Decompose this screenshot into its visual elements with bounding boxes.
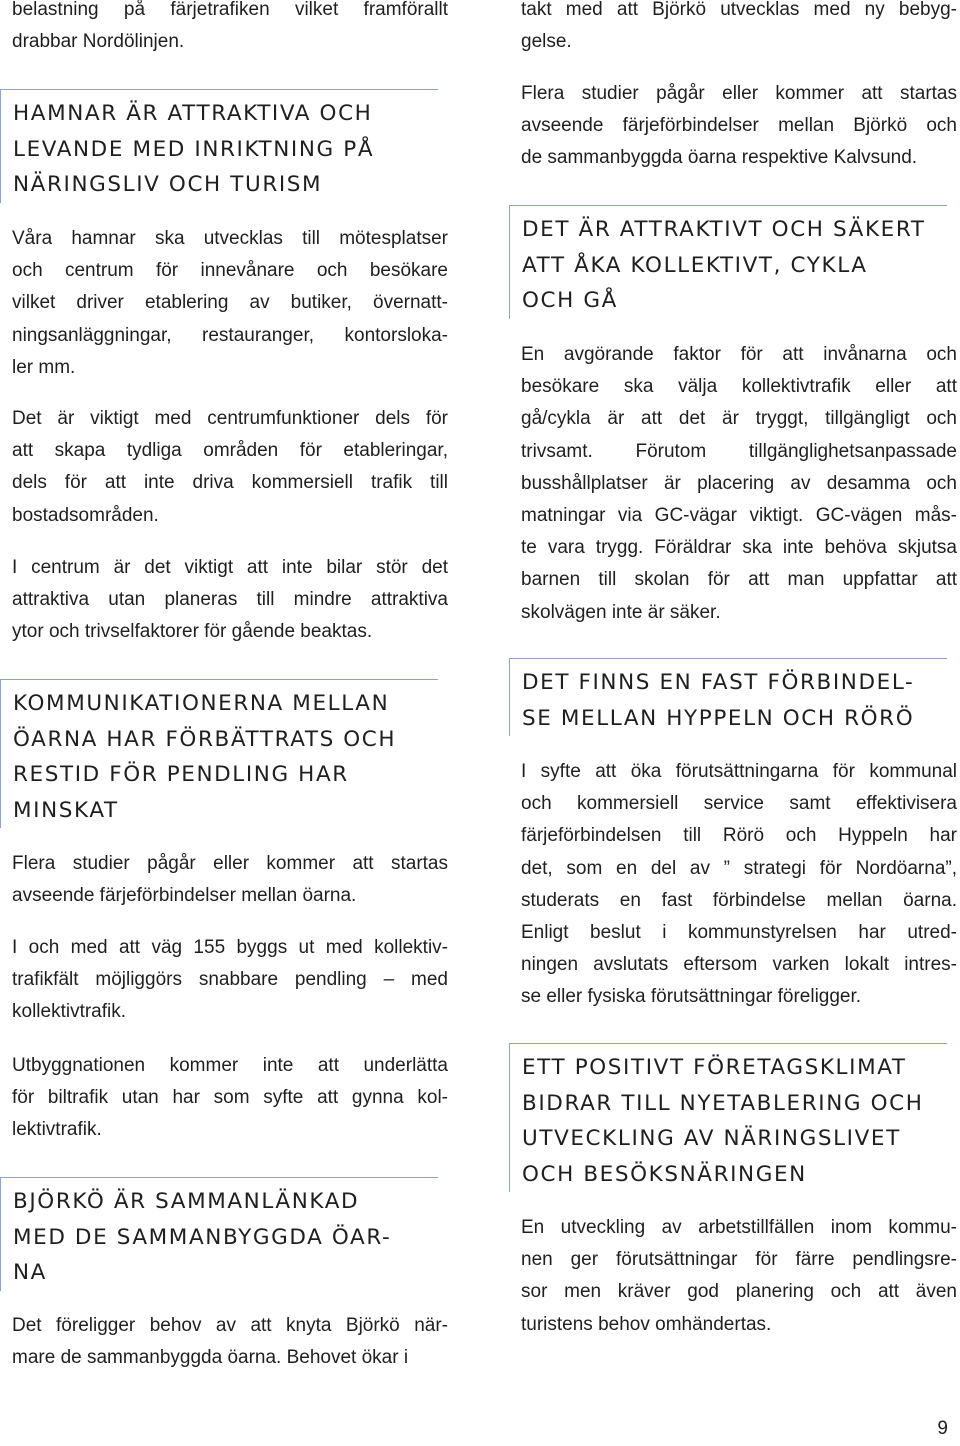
heading-line: DET FINNS EN FAST FÖRBINDEL- (522, 670, 915, 695)
heading-line: UTVECKLING AV NÄRINGSLIVET (522, 1126, 901, 1151)
heading-line: SE MELLAN HYPPELN OCH RÖRÖ (522, 705, 915, 731)
text-line: trivsamt. Förutom tillgänglighetsanpassade (521, 440, 957, 462)
text-line: Enligt beslut i kommunstyrelsen har utred- (521, 922, 957, 944)
text-line: kollektivtrafik. (12, 1001, 127, 1023)
text-line: Det är viktigt med centrumfunktioner dels för (12, 408, 448, 429)
text-line: I centrum är det viktigt att inte bilar stör det (12, 557, 448, 578)
paragraph-foretagsklimat (521, 1212, 957, 1341)
heading-line: HAMNAR ÄR ATTRAKTIVA OCH (13, 101, 373, 126)
text-line: bostadsområden. (12, 504, 159, 526)
text-line: Våra hamnar ska utvecklas till mötesplatser (12, 228, 448, 249)
heading-fast-forbindelse (509, 658, 947, 736)
paragraph-kommunikation-1 (12, 848, 448, 912)
heading-bjorko (0, 1177, 438, 1291)
text-line: besökare ska välja kollektivtrafik eller att (521, 376, 957, 398)
text-line: mare de sammanbyggda öarna. Behovet ökar i (12, 1347, 409, 1369)
text-line: busshållplatser är placering av desamma och (521, 472, 957, 494)
heading-line: NA (13, 1260, 47, 1285)
heading-line: KOMMUNIKATIONERNA MELLAN (13, 691, 390, 716)
heading-line: NÄRINGSLIV OCH TURISM (13, 172, 323, 197)
heading-line: MED DE SAMMANBYGGDA ÖAR- (13, 1224, 392, 1250)
text-line: barnen till skolan för att man uppfattar att (521, 569, 957, 591)
text-line: turistens behov omhändertas. (521, 1313, 772, 1335)
paragraph-hamnar-1 (12, 223, 448, 384)
heading-hamnar (0, 89, 438, 203)
text-line: Utbyggnationen kommer inte att underlätta (12, 1055, 448, 1076)
text-line: belastning på färjetrafiken vilket framförallt (12, 0, 448, 20)
heading-line: ÖARNA HAR FÖRBÄTTRATS OCH (13, 726, 397, 752)
text-line: dels för att inte driva kommersiell trafik till (12, 472, 448, 494)
text-line: ler mm. (12, 356, 76, 378)
text-line: ytor och trivselfaktorer för gående beaktas. (12, 621, 373, 643)
text-line: de sammanbyggda öarna respektive Kalvsund. (521, 147, 918, 169)
text-line: att skapa tydliga områden för etableringar, (12, 440, 448, 462)
text-line: En avgörande faktor för att invånarna och (521, 344, 957, 365)
heading-line: ATT ÅKA KOLLEKTIVT, CYKLA (522, 252, 868, 278)
text-line: trafikfält möjliggörs snabbare pendling – med (12, 969, 448, 991)
text-line: sor men kräver god planering och att även (521, 1281, 957, 1303)
text-line: för biltrafik utan har som syfte att gynna kol- (12, 1087, 448, 1109)
text-line: I och med att väg 155 byggs ut med kollektiv- (12, 937, 448, 958)
heading-kommunikationerna (0, 679, 438, 828)
text-line: Flera studier pågår eller kommer att startas (521, 83, 957, 104)
text-line: avseende färjeförbindelser mellan öarna. (12, 885, 357, 907)
text-line: drabbar Nordölinjen. (12, 31, 185, 53)
paragraph-hamnar-3 (12, 552, 448, 649)
text-line: attraktiva utan planeras till mindre attraktiva (12, 589, 448, 611)
text-line: I syfte att öka förutsättningarna för kommunal (521, 761, 957, 782)
text-line: Flera studier pågår eller kommer att startas (12, 853, 448, 874)
paragraph-bjorko (12, 1310, 448, 1374)
text-line: ningen avslutats eftersom varken lokalt intres- (521, 954, 957, 976)
text-line: takt med att Björkö utvecklas med ny bebyg- (521, 0, 957, 20)
text-line: se eller fysiska förutsättningar föreligger. (521, 986, 862, 1008)
text-line: te vara trygg. Föräldrar ska inte behöva skjutsa (521, 537, 957, 559)
paragraph-kommunikation-3 (12, 1050, 448, 1147)
page-number: 9 (937, 1418, 948, 1439)
text-line: färjeförbindelsen till Rörö och Hyppeln har (521, 825, 957, 847)
text-line: matningar via GC-vägar viktigt. GC-vägen mås- (521, 505, 957, 527)
text-line: avseende färjeförbindelser mellan Björkö och (521, 115, 957, 137)
text-line: nen ger förutsättningar för färre pendlingsre- (521, 1249, 957, 1271)
text-line: En utveckling av arbetstillfällen inom kommu- (521, 1217, 957, 1238)
text-line: skolvägen inte är säker. (521, 601, 721, 623)
heading-line: OCH GÅ (522, 288, 618, 313)
heading-foretagsklimat (509, 1043, 947, 1192)
paragraph-kollektivtrafik (521, 339, 957, 629)
heading-line: BJÖRKÖ ÄR SAMMANLÄNKAD (13, 1189, 360, 1214)
heading-line: MINSKAT (13, 797, 119, 823)
left-intro-paragraph (12, 0, 448, 58)
heading-line: DET ÄR ATTRAKTIVT OCH SÄKERT (522, 217, 926, 242)
heading-line: LEVANDE MED INRIKTNING PÅ (13, 136, 375, 162)
text-line: studerats en fast förbindelse mellan öarna. (521, 889, 957, 911)
text-line: och kommersiell service samt effektivisera (521, 793, 957, 815)
text-line: lektivtrafik. (12, 1119, 102, 1141)
text-line: vilket driver etablering av butiker, övernatt- (12, 292, 448, 314)
text-line: gelse. (521, 31, 572, 53)
paragraph-fast-forbindelse (521, 756, 957, 1014)
heading-line: OCH BESÖKSNÄRINGEN (522, 1161, 807, 1187)
paragraph-studier-bjorko (521, 78, 957, 175)
heading-line: ETT POSITIVT FÖRETAGSKLIMAT (522, 1055, 907, 1080)
text-line: Det föreligger behov av att knyta Björkö när- (12, 1315, 448, 1336)
heading-attraktivt-sakert (509, 205, 947, 319)
text-line: och centrum för innevånare och besökare (12, 260, 448, 282)
text-line: det, som en del av ” strategi för Nordöarna”, (521, 857, 957, 879)
text-line: ningsanläggningar, restauranger, kontorsloka- (12, 324, 448, 346)
paragraph-kommunikation-2 (12, 932, 448, 1029)
right-intro-paragraph (521, 0, 957, 58)
heading-line: RESTID FÖR PENDLING HAR (13, 762, 349, 787)
text-line: gå/cykla är att det är tryggt, tillgängligt och (521, 408, 957, 430)
paragraph-hamnar-2 (12, 403, 448, 532)
heading-line: BIDRAR TILL NYETABLERING OCH (522, 1090, 924, 1116)
